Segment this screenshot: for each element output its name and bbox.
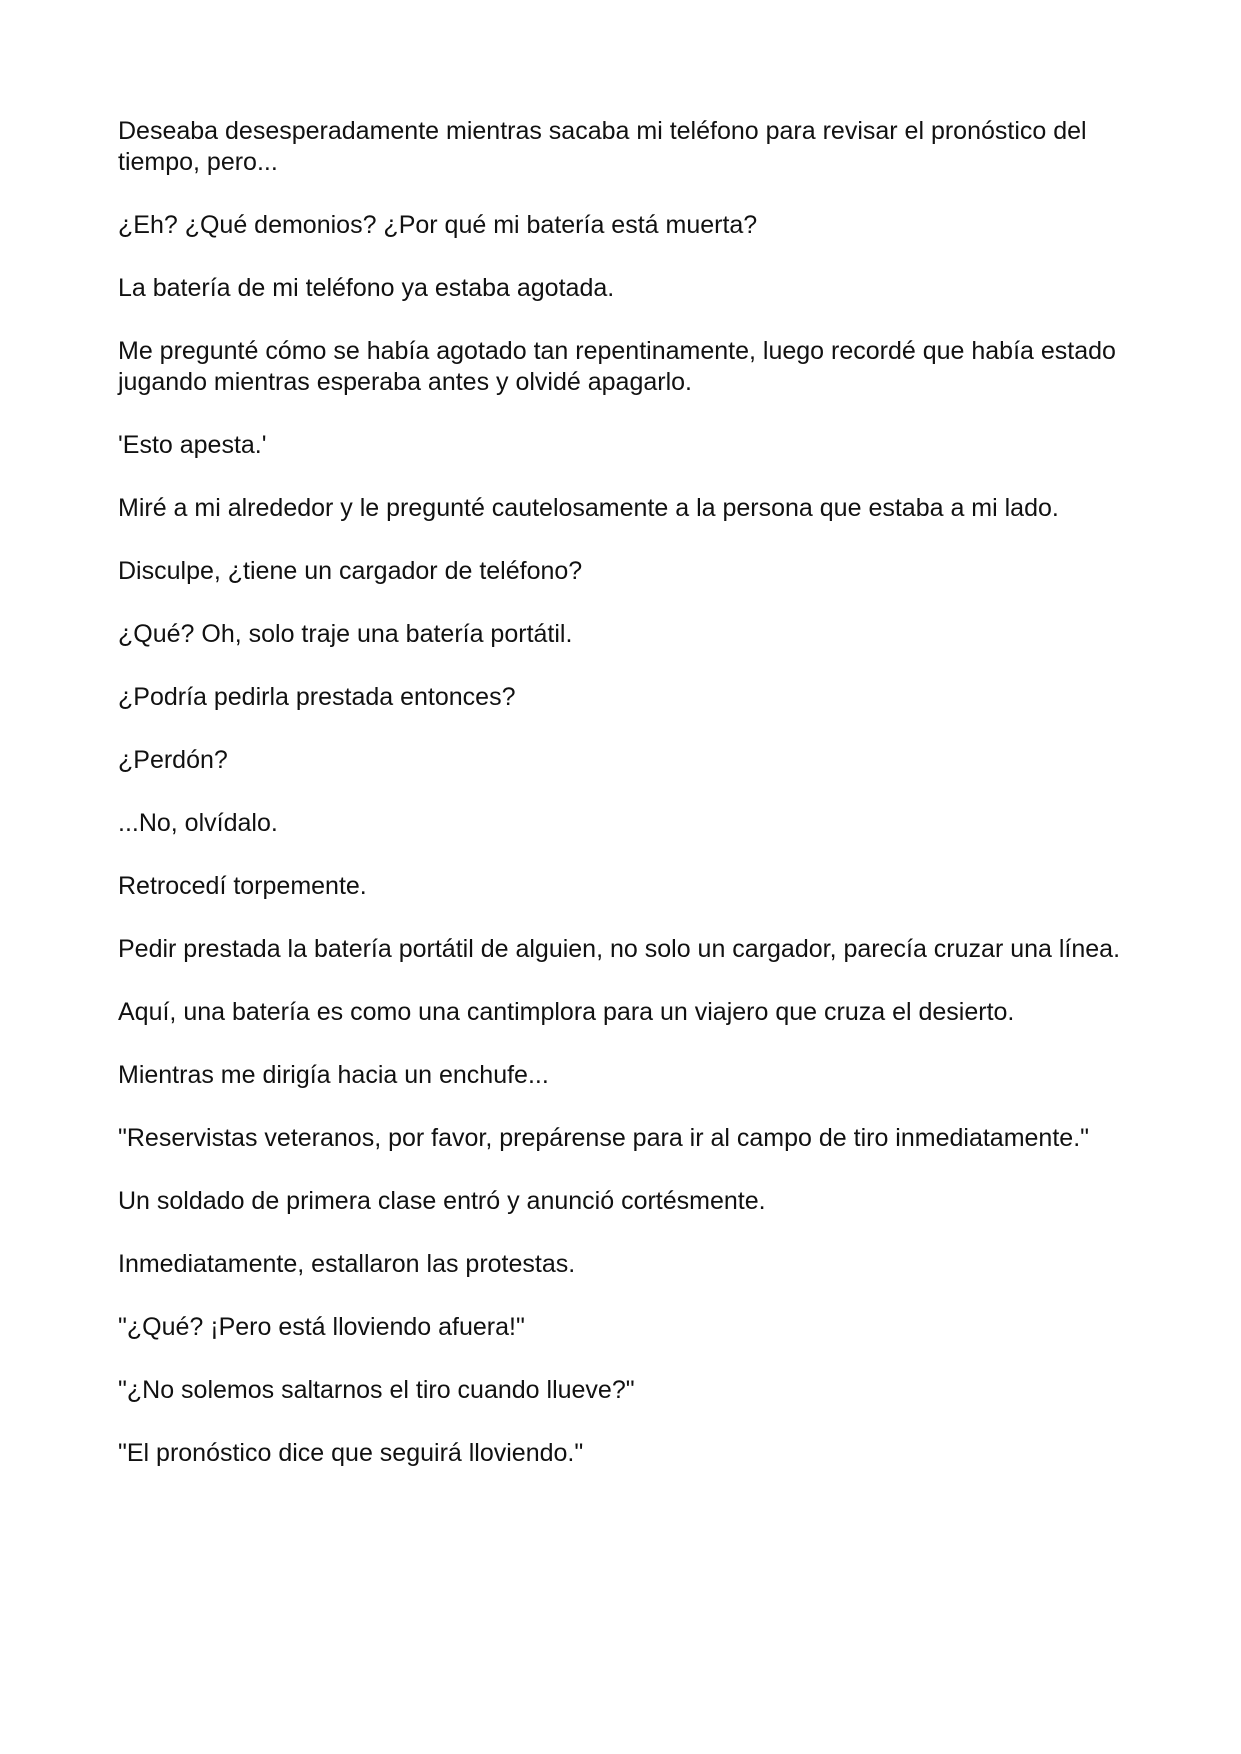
paragraph: Aquí, una batería es como una cantimplora para un viajero que cruza el desierto. [118,998,1015,1026]
paragraph: ...No, olvídalo. [118,809,278,837]
paragraph: ¿Perdón? [118,746,228,774]
paragraph: Inmediatamente, estallaron las protestas. [118,1250,576,1278]
paragraph: ¿Qué? Oh, solo traje una batería portátil. [118,620,573,648]
paragraph: Deseaba desesperadamente mientras sacaba mi teléfono para revisar el pronóstico del tiempo, pero... [118,117,1087,176]
paragraph: "¿No solemos saltarnos el tiro cuando llueve?" [118,1376,635,1404]
paragraph: 'Esto apesta.' [118,431,267,459]
paragraph: "¿Qué? ¡Pero está lloviendo afuera!" [118,1313,525,1341]
paragraph: Un soldado de primera clase entró y anunció cortésmente. [118,1187,766,1215]
paragraph: "El pronóstico dice que seguirá lloviendo." [118,1439,584,1467]
paragraph: ¿Eh? ¿Qué demonios? ¿Por qué mi batería está muerta? [118,211,758,239]
paragraph: Mientras me dirigía hacia un enchufe... [118,1061,549,1089]
paragraph: La batería de mi teléfono ya estaba agotada. [118,274,615,302]
document-body [118,116,1138,1501]
paragraph: Miré a mi alrededor y le pregunté cautelosamente a la persona que estaba a mi lado. [118,494,1059,522]
paragraph: Retrocedí torpemente. [118,872,367,900]
paragraph: ¿Podría pedirla prestada entonces? [118,683,516,711]
paragraph: Disculpe, ¿tiene un cargador de teléfono? [118,557,583,585]
paragraph: "Reservistas veteranos, por favor, prepárense para ir al campo de tiro inmediatamente." [118,1124,1090,1152]
paragraph: Me pregunté cómo se había agotado tan repentinamente, luego recordé que había estado jugando mientras esperaba antes y olvidé apagarlo. [118,337,1116,396]
paragraph: Pedir prestada la batería portátil de alguien, no solo un cargador, parecía cruzar una línea. [118,935,1121,963]
